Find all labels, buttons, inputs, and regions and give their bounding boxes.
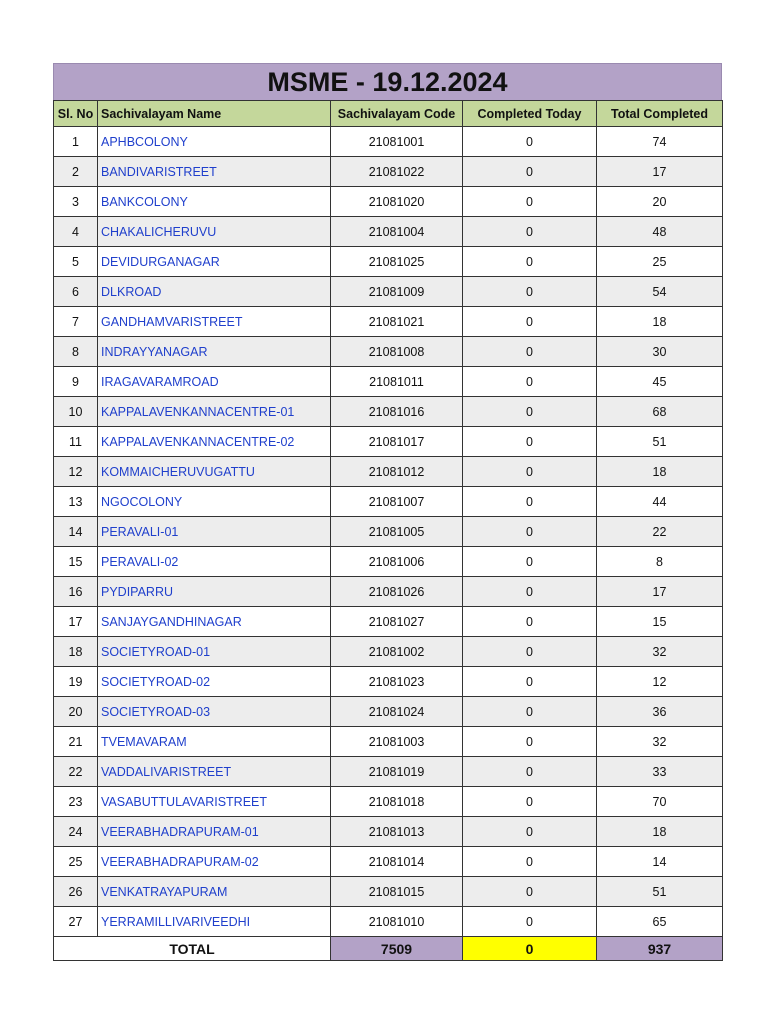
cell-sl-no: 5	[54, 247, 98, 277]
cell-completed-today: 0	[463, 277, 597, 307]
cell-sl-no: 7	[54, 307, 98, 337]
cell-sl-no: 16	[54, 577, 98, 607]
table-row	[54, 907, 723, 937]
cell-sachivalayam-code: 21081013	[331, 817, 463, 847]
table-row	[54, 367, 723, 397]
cell-total-completed: 17	[597, 577, 723, 607]
cell-sachivalayam-code: 21081017	[331, 427, 463, 457]
cell-sl-no: 13	[54, 487, 98, 517]
cell-sl-no: 25	[54, 847, 98, 877]
cell-total-completed: 32	[597, 727, 723, 757]
cell-sachivalayam-name: BANKCOLONY	[98, 187, 331, 217]
cell-sachivalayam-code: 21081022	[331, 157, 463, 187]
table-row	[54, 127, 723, 157]
cell-sachivalayam-name: PERAVALI-02	[98, 547, 331, 577]
cell-total-completed: 74	[597, 127, 723, 157]
table-row	[54, 547, 723, 577]
cell-total-completed: 20	[597, 187, 723, 217]
table-row	[54, 187, 723, 217]
cell-sl-no: 26	[54, 877, 98, 907]
cell-completed-today: 0	[463, 397, 597, 427]
cell-sachivalayam-code: 21081006	[331, 547, 463, 577]
table-row	[54, 157, 723, 187]
cell-total-completed: 17	[597, 157, 723, 187]
cell-sl-no: 27	[54, 907, 98, 937]
cell-sachivalayam-name: VEERABHADRAPURAM-02	[98, 847, 331, 877]
cell-sl-no: 10	[54, 397, 98, 427]
table-row	[54, 757, 723, 787]
cell-sachivalayam-code: 21081024	[331, 697, 463, 727]
total-completed-today: 0	[463, 937, 597, 961]
cell-sachivalayam-name: DLKROAD	[98, 277, 331, 307]
table-row	[54, 307, 723, 337]
cell-sl-no: 14	[54, 517, 98, 547]
table-row	[54, 577, 723, 607]
cell-sachivalayam-name: SANJAYGANDHINAGAR	[98, 607, 331, 637]
cell-total-completed: 44	[597, 487, 723, 517]
table-row	[54, 277, 723, 307]
cell-total-completed: 15	[597, 607, 723, 637]
cell-total-completed: 45	[597, 367, 723, 397]
table-row	[54, 727, 723, 757]
cell-sachivalayam-name: DEVIDURGANAGAR	[98, 247, 331, 277]
cell-sl-no: 15	[54, 547, 98, 577]
cell-completed-today: 0	[463, 247, 597, 277]
cell-sachivalayam-name: VADDALIVARISTREET	[98, 757, 331, 787]
cell-sachivalayam-name: PYDIPARRU	[98, 577, 331, 607]
cell-completed-today: 0	[463, 127, 597, 157]
table-row	[54, 457, 723, 487]
cell-sachivalayam-code: 21081019	[331, 757, 463, 787]
cell-completed-today: 0	[463, 337, 597, 367]
cell-sachivalayam-name: INDRAYYANAGAR	[98, 337, 331, 367]
cell-sachivalayam-name: VASABUTTULAVARISTREET	[98, 787, 331, 817]
cell-sl-no: 11	[54, 427, 98, 457]
cell-sachivalayam-code: 21081003	[331, 727, 463, 757]
cell-sl-no: 20	[54, 697, 98, 727]
total-row	[54, 937, 723, 961]
cell-sachivalayam-code: 21081027	[331, 607, 463, 637]
cell-completed-today: 0	[463, 457, 597, 487]
cell-sachivalayam-code: 21081015	[331, 877, 463, 907]
cell-completed-today: 0	[463, 217, 597, 247]
cell-sl-no: 12	[54, 457, 98, 487]
cell-sachivalayam-name: CHAKALICHERUVU	[98, 217, 331, 247]
cell-total-completed: 30	[597, 337, 723, 367]
cell-sachivalayam-code: 21081023	[331, 667, 463, 697]
cell-sl-no: 3	[54, 187, 98, 217]
total-label: TOTAL	[54, 937, 331, 961]
header-sachivalayam-code: Sachivalayam Code	[331, 101, 463, 127]
cell-sachivalayam-name: VEERABHADRAPURAM-01	[98, 817, 331, 847]
table-row	[54, 697, 723, 727]
cell-sl-no: 19	[54, 667, 98, 697]
table-row	[54, 817, 723, 847]
cell-sachivalayam-name: SOCIETYROAD-03	[98, 697, 331, 727]
cell-sachivalayam-name: APHBCOLONY	[98, 127, 331, 157]
cell-sl-no: 2	[54, 157, 98, 187]
cell-completed-today: 0	[463, 487, 597, 517]
cell-sl-no: 17	[54, 607, 98, 637]
cell-completed-today: 0	[463, 637, 597, 667]
cell-completed-today: 0	[463, 607, 597, 637]
table-row	[54, 487, 723, 517]
cell-sl-no: 9	[54, 367, 98, 397]
cell-sachivalayam-code: 21081016	[331, 397, 463, 427]
cell-sl-no: 24	[54, 817, 98, 847]
cell-sachivalayam-name: TVEMAVARAM	[98, 727, 331, 757]
cell-total-completed: 70	[597, 787, 723, 817]
cell-sachivalayam-name: SOCIETYROAD-02	[98, 667, 331, 697]
cell-sachivalayam-code: 21081011	[331, 367, 463, 397]
cell-total-completed: 51	[597, 877, 723, 907]
table-row	[54, 847, 723, 877]
cell-sl-no: 21	[54, 727, 98, 757]
table-row	[54, 787, 723, 817]
cell-total-completed: 54	[597, 277, 723, 307]
cell-sachivalayam-name: YERRAMILLIVARIVEEDHI	[98, 907, 331, 937]
cell-sachivalayam-code: 21081002	[331, 637, 463, 667]
cell-sachivalayam-code: 21081020	[331, 187, 463, 217]
table-row	[54, 637, 723, 667]
cell-sachivalayam-code: 21081018	[331, 787, 463, 817]
cell-completed-today: 0	[463, 367, 597, 397]
cell-total-completed: 8	[597, 547, 723, 577]
cell-completed-today: 0	[463, 547, 597, 577]
cell-sl-no: 22	[54, 757, 98, 787]
cell-sachivalayam-code: 21081001	[331, 127, 463, 157]
header-sl-no: Sl. No	[54, 101, 98, 127]
header-row	[54, 101, 723, 127]
cell-completed-today: 0	[463, 157, 597, 187]
cell-total-completed: 22	[597, 517, 723, 547]
cell-sachivalayam-name: VENKATRAYAPURAM	[98, 877, 331, 907]
table-row	[54, 247, 723, 277]
cell-total-completed: 12	[597, 667, 723, 697]
header-completed-today: Completed Today	[463, 101, 597, 127]
cell-total-completed: 68	[597, 397, 723, 427]
cell-sachivalayam-code: 21081007	[331, 487, 463, 517]
table-row	[54, 517, 723, 547]
table-row	[54, 337, 723, 367]
header-sachivalayam-name: Sachivalayam Name	[98, 101, 331, 127]
cell-completed-today: 0	[463, 907, 597, 937]
cell-sachivalayam-name: BANDIVARISTREET	[98, 157, 331, 187]
table-row	[54, 397, 723, 427]
cell-sachivalayam-name: PERAVALI-01	[98, 517, 331, 547]
cell-sl-no: 1	[54, 127, 98, 157]
cell-sl-no: 23	[54, 787, 98, 817]
cell-sachivalayam-code: 21081005	[331, 517, 463, 547]
cell-total-completed: 36	[597, 697, 723, 727]
cell-sachivalayam-name: KOMMAICHERUVUGATTU	[98, 457, 331, 487]
cell-total-completed: 14	[597, 847, 723, 877]
cell-sachivalayam-code: 21081021	[331, 307, 463, 337]
cell-completed-today: 0	[463, 877, 597, 907]
total-completed-sum: 937	[597, 937, 723, 961]
cell-completed-today: 0	[463, 847, 597, 877]
cell-sl-no: 18	[54, 637, 98, 667]
header-total-completed: Total Completed	[597, 101, 723, 127]
cell-completed-today: 0	[463, 727, 597, 757]
cell-sachivalayam-code: 21081004	[331, 217, 463, 247]
report-sheet	[53, 63, 722, 961]
cell-completed-today: 0	[463, 697, 597, 727]
cell-sachivalayam-name: SOCIETYROAD-01	[98, 637, 331, 667]
table-row	[54, 877, 723, 907]
cell-completed-today: 0	[463, 187, 597, 217]
cell-completed-today: 0	[463, 427, 597, 457]
cell-sachivalayam-name: GANDHAMVARISTREET	[98, 307, 331, 337]
cell-total-completed: 48	[597, 217, 723, 247]
cell-sachivalayam-code: 21081025	[331, 247, 463, 277]
cell-total-completed: 33	[597, 757, 723, 787]
cell-sachivalayam-code: 21081012	[331, 457, 463, 487]
cell-total-completed: 51	[597, 427, 723, 457]
total-code-sum: 7509	[331, 937, 463, 961]
cell-completed-today: 0	[463, 817, 597, 847]
cell-completed-today: 0	[463, 787, 597, 817]
table-row	[54, 427, 723, 457]
table-row	[54, 607, 723, 637]
cell-total-completed: 32	[597, 637, 723, 667]
cell-sl-no: 8	[54, 337, 98, 367]
table-row	[54, 217, 723, 247]
cell-sl-no: 6	[54, 277, 98, 307]
cell-total-completed: 18	[597, 307, 723, 337]
cell-sachivalayam-name: KAPPALAVENKANNACENTRE-01	[98, 397, 331, 427]
cell-sachivalayam-name: IRAGAVARAMROAD	[98, 367, 331, 397]
cell-total-completed: 25	[597, 247, 723, 277]
cell-completed-today: 0	[463, 517, 597, 547]
sachivalayam-table	[53, 100, 723, 961]
cell-sachivalayam-code: 21081010	[331, 907, 463, 937]
cell-completed-today: 0	[463, 577, 597, 607]
cell-sachivalayam-code: 21081008	[331, 337, 463, 367]
cell-total-completed: 18	[597, 817, 723, 847]
cell-sachivalayam-name: KAPPALAVENKANNACENTRE-02	[98, 427, 331, 457]
cell-total-completed: 65	[597, 907, 723, 937]
cell-sachivalayam-code: 21081014	[331, 847, 463, 877]
cell-sachivalayam-name: NGOCOLONY	[98, 487, 331, 517]
cell-completed-today: 0	[463, 307, 597, 337]
cell-completed-today: 0	[463, 667, 597, 697]
cell-sl-no: 4	[54, 217, 98, 247]
report-title: MSME - 19.12.2024	[53, 63, 722, 100]
table-row	[54, 667, 723, 697]
cell-sachivalayam-code: 21081009	[331, 277, 463, 307]
cell-sachivalayam-code: 21081026	[331, 577, 463, 607]
cell-total-completed: 18	[597, 457, 723, 487]
cell-completed-today: 0	[463, 757, 597, 787]
